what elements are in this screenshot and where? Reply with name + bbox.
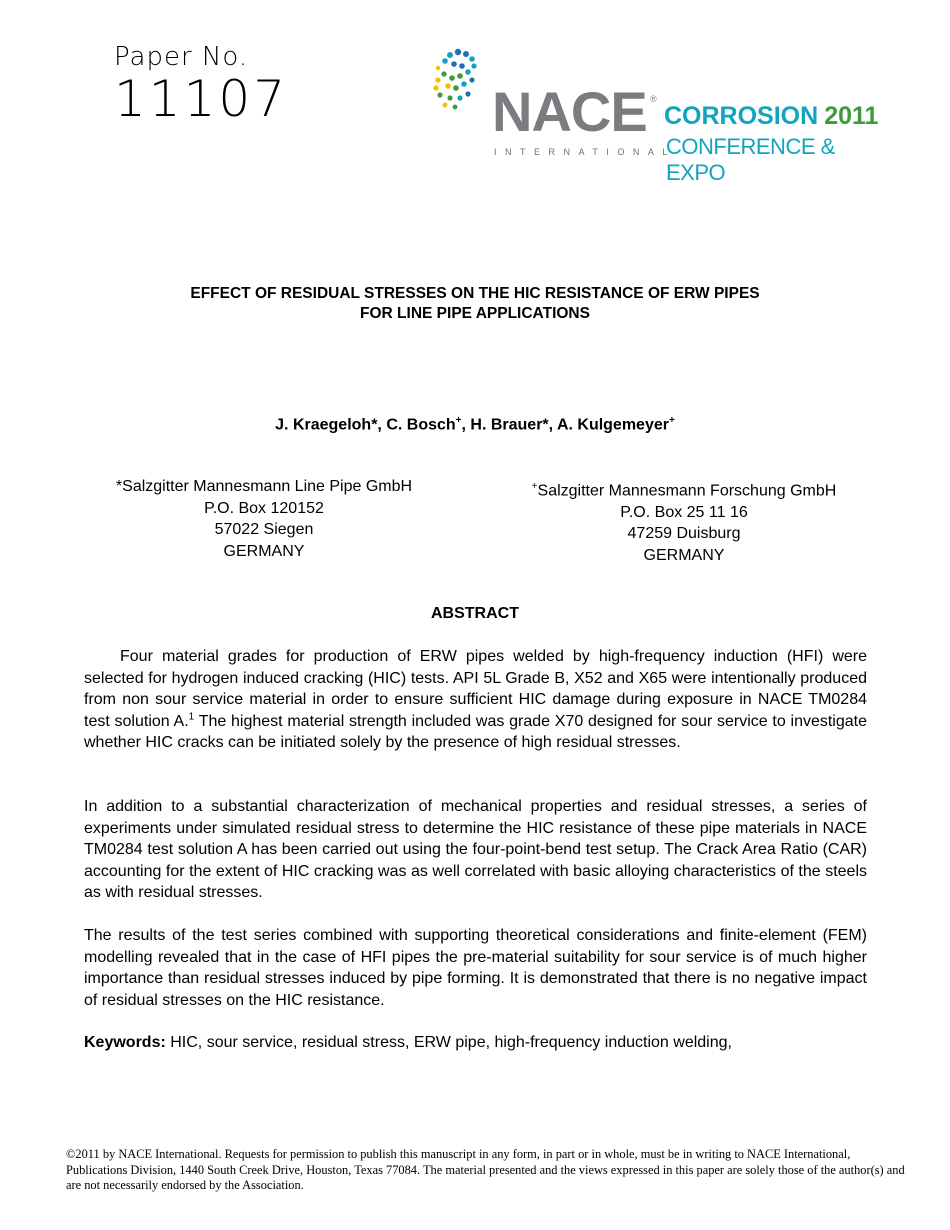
nace-emblem-icon [428,44,488,114]
affiliation-box: P.O. Box 120152 [204,499,324,517]
registered-mark: ® [650,94,657,104]
author-4: A. Kulgemeyer [556,416,669,434]
corrosion-word: CORROSION [664,102,819,130]
paper-label: Paper No. [114,42,249,72]
copyright-footer: ©2011 by NACE International. Requests for permission to publish this manuscript in any form, in part or in whole, must be in writing to NACE International, Publications Division, 1440 South Creek Drive, Houston, Texas 77084. The material presented and the views expressed in this paper are solely those of the author(s) and are not necessarily endorsed by the Association. [66,1147,905,1192]
paper-number: 11107 [114,70,289,128]
affiliation-mark: + [531,481,538,492]
keywords [84,1032,867,1054]
author-2-mark: + [455,415,462,426]
author-1: J. Kraegeloh* [275,416,378,434]
author-2: C. Bosch [386,416,456,434]
paper-title [80,284,870,324]
abstract-p1-text-b: The highest material strength included was grade X70 designed for sour service to investigate whether HIC cracks can be initiated solely by the presence of high residual stresses. [84,712,868,752]
abstract-p1-text-a: Four material grades for production of ERW pipes welded by high-frequency induction (HFI) were selected for hydrogen induced cracking (HIC) tests. API 5L Grade B, X52 and X65 were intentionally produced from non sour service material in order to ensure sufficient HIC damage during exposure in NACE TM0284 test solution A. [84,648,867,730]
affiliation-box: P.O. Box 25 11 16 [620,503,748,521]
affiliation-country: GERMANY [223,542,305,560]
affiliation-left [74,476,454,562]
conference-year: 2011 [824,102,879,130]
nace-corrosion-logo [428,44,898,185]
title-line-1: EFFECT OF RESIDUAL STRESSES ON THE HIC RESISTANCE OF ERW PIPES [190,285,760,302]
author-4-mark: + [668,415,675,426]
conference-expo-label: CONFERENCE & EXPO [666,134,835,185]
affiliation-name-line [494,476,874,502]
affiliation-city: 57022 Siegen [214,521,314,538]
corrosion-title [664,102,878,130]
nace-wordmark: NACE [492,80,647,143]
title-line-2: FOR LINE PIPE APPLICATIONS [360,305,590,322]
abstract-paragraph-3: The results of the test series combined with supporting theoretical considerations and finite-element (FEM) modelling revealed that in the case of HFI pipes the pre-material suitability for sour service is of much higher importance than residual stresses induced by pipe forming. It is demonstrated that there is no negative impact of residual stresses on the HIC resistance. [84,927,867,1009]
abstract-paragraph-1 [84,646,867,754]
keywords-label: Keywords: [84,1034,166,1051]
abstract-heading: ABSTRACT [431,605,519,622]
author-separator: , [461,416,471,434]
reference-mark: 1 [188,711,195,723]
affiliation-country: GERMANY [643,546,725,564]
nace-international-label: INTERNATIONAL [494,147,676,157]
author-3: H. Brauer* [470,416,549,434]
author-list [80,410,870,436]
author-separator: , [377,416,387,434]
affiliation-right [494,476,874,566]
author-separator: , [548,416,557,434]
affiliation-name: Salzgitter Mannesmann Forschung GmbH [537,482,837,500]
affiliation-name: *Salzgitter Mannesmann Line Pipe GmbH [115,478,413,495]
abstract-paragraph-2: In addition to a substantial characterization of mechanical properties and residual stresses, a series of experiments under simulated residual stress to determine the HIC resistance of these pipe materials in NACE TM0284 test solution A has been carried out using the four-point-bend test setup. The Crack Area Ratio (CAR) accounting for the extent of HIC cracking was as well correlated with basic alloying characteristics of the steels as with residual stresses. [84,798,867,902]
paper-number-block [114,42,288,126]
affiliation-city: 47259 Duisburg [627,525,741,543]
keywords-text: HIC, sour service, residual stress, ERW pipe, high-frequency induction welding, [165,1034,732,1051]
